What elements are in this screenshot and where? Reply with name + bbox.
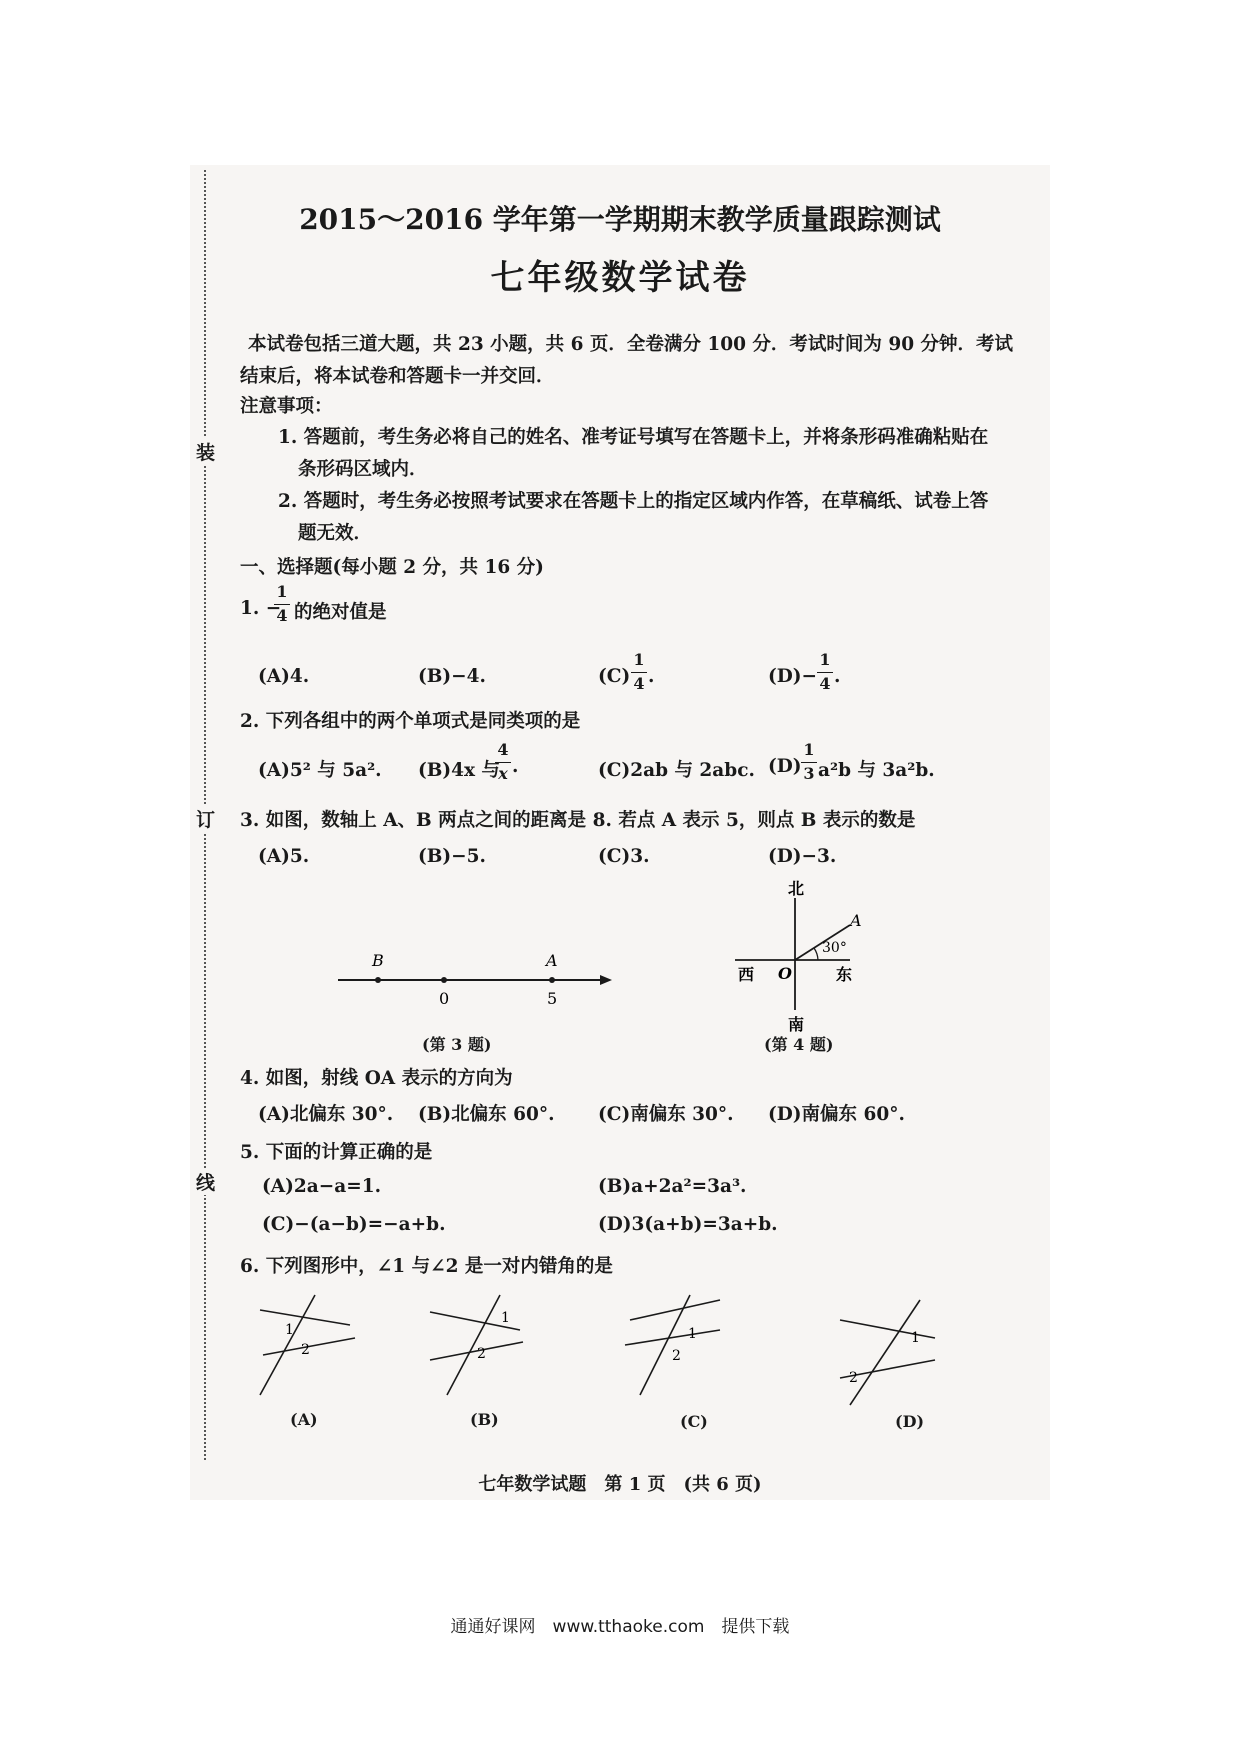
q3-option-d: (D)−3. bbox=[768, 846, 837, 867]
angle-2-label: 2 bbox=[672, 1348, 681, 1364]
label-a: A bbox=[546, 951, 558, 970]
angle-arc bbox=[814, 948, 818, 960]
angle-1-label: 1 bbox=[501, 1310, 510, 1326]
q1-option-d-den: 4 bbox=[819, 674, 831, 693]
label-zero: 0 bbox=[439, 989, 450, 1008]
q1-option-c-prefix: (C) bbox=[598, 666, 631, 687]
q1-option-d-bar bbox=[817, 672, 833, 673]
q2-option-c: (C)2ab 与 2abc. bbox=[598, 760, 755, 781]
figure-4-caption: (第 4 题) bbox=[764, 1035, 834, 1054]
question-1-frac-den: 4 bbox=[276, 606, 288, 625]
point-a bbox=[549, 977, 555, 983]
question-5-text: 5. 下面的计算正确的是 bbox=[240, 1142, 433, 1163]
exam-title: 2015～2016 学年第一学期期末教学质量跟踪测试 bbox=[299, 203, 941, 236]
binding-label-ding: 订 bbox=[196, 805, 215, 832]
q5-option-c: (C)−(a−b)=−a+b. bbox=[262, 1214, 446, 1235]
q6-label-b: (B) bbox=[470, 1410, 499, 1429]
q6-figure-b bbox=[425, 1290, 535, 1400]
question-4-text: 4. 如图，射线 OA 表示的方向为 bbox=[240, 1068, 513, 1089]
q2-option-b-suffix: . bbox=[512, 756, 519, 777]
transversal bbox=[447, 1295, 500, 1395]
q4-option-c: (C)南偏东 30°. bbox=[598, 1104, 734, 1125]
q2-option-b-den: x bbox=[498, 764, 508, 783]
exam-subtitle: 七年级数学试卷 bbox=[490, 258, 750, 298]
figure-3-number-line bbox=[330, 940, 620, 1030]
label-south: 南 bbox=[788, 1015, 805, 1034]
notice-title: 注意事项： bbox=[240, 396, 333, 417]
source-credit: 通通好课网 www.tthaoke.com 提供下载 bbox=[450, 1617, 790, 1637]
q1-option-d-num: 1 bbox=[819, 650, 831, 669]
q1-option-c-num: 1 bbox=[633, 650, 645, 669]
question-2-text: 2. 下列各组中的两个单项式是同类项的是 bbox=[240, 711, 581, 732]
point-b bbox=[375, 977, 381, 983]
q2-option-a: (A)5² 与 5a². bbox=[258, 760, 382, 781]
q5-option-b: (B)a+2a²=3a³. bbox=[598, 1176, 747, 1197]
label-angle: 30° bbox=[822, 940, 847, 956]
point-zero bbox=[441, 977, 447, 983]
q2-option-b-bar bbox=[495, 762, 511, 763]
q1-option-c-bar bbox=[631, 672, 647, 673]
label-ray-a: A bbox=[850, 911, 862, 930]
number-line-arrow bbox=[600, 975, 612, 985]
question-1-frac-num: 1 bbox=[276, 582, 288, 601]
line-upper bbox=[840, 1320, 935, 1338]
notice-1-line-2: 条形码区域内． bbox=[298, 459, 428, 480]
q5-option-d: (D)3(a+b)=3a+b. bbox=[598, 1214, 778, 1235]
line-upper bbox=[630, 1300, 720, 1320]
figure-3-caption: (第 3 题) bbox=[422, 1035, 492, 1054]
label-east: 东 bbox=[836, 965, 853, 984]
label-b: B bbox=[372, 951, 384, 970]
q4-option-a: (A)北偏东 30°. bbox=[258, 1104, 394, 1125]
q2-option-d-suffix: a²b 与 3a²b. bbox=[818, 760, 935, 781]
q2-option-b-prefix: (B)4x 与 bbox=[418, 760, 500, 781]
transversal bbox=[640, 1295, 690, 1395]
intro-line-1: 本试卷包括三道大题，共 23 小题，共 6 页．全卷满分 100 分．考试时间为 90 分钟．考试 bbox=[248, 334, 1014, 355]
label-five: 5 bbox=[547, 989, 558, 1008]
q4-option-b: (B)北偏东 60°. bbox=[418, 1104, 555, 1125]
section-1-title: 一、选择题(每小题 2 分，共 16 分) bbox=[240, 557, 544, 578]
question-6-text: 6. 下列图形中，∠1 与∠2 是一对内错角的是 bbox=[240, 1256, 613, 1277]
q6-figure-d bbox=[835, 1290, 945, 1410]
q4-option-d: (D)南偏东 60°. bbox=[768, 1104, 905, 1125]
q1-option-c-den: 4 bbox=[633, 674, 645, 693]
q5-option-a: (A)2a−a=1. bbox=[262, 1176, 382, 1197]
notice-2-line-1: 2. 答题时，考生务必按照考试要求在答题卡上的指定区域内作答，在草稿纸、试卷上答 bbox=[278, 491, 989, 512]
q1-option-b: (B)−4. bbox=[418, 666, 486, 687]
line-lower bbox=[625, 1330, 720, 1345]
transversal bbox=[850, 1300, 920, 1405]
q6-figure-a bbox=[255, 1290, 365, 1400]
q6-figure-c bbox=[620, 1290, 730, 1400]
q2-option-d-num: 1 bbox=[803, 740, 815, 759]
q6-label-c: (C) bbox=[680, 1412, 708, 1431]
notice-1-line-1: 1. 答题前，考生务必将自己的姓名、准考证号填写在答题卡上，并将条形码准确粘贴在 bbox=[278, 427, 989, 448]
q2-option-d-den: 3 bbox=[803, 764, 815, 783]
label-west: 西 bbox=[738, 965, 755, 984]
q6-label-d: (D) bbox=[895, 1412, 925, 1431]
angle-2-label: 2 bbox=[301, 1342, 310, 1358]
q3-option-c: (C)3. bbox=[598, 846, 650, 867]
angle-1-label: 1 bbox=[285, 1322, 294, 1338]
q1-option-d-prefix: (D)− bbox=[768, 666, 818, 687]
q1-option-d-suffix: . bbox=[834, 666, 841, 687]
intro-line-2: 结束后，将本试卷和答题卡一并交回． bbox=[240, 366, 555, 387]
q6-label-a: (A) bbox=[290, 1410, 318, 1429]
angle-1-label: 1 bbox=[688, 1326, 697, 1342]
angle-2-label: 2 bbox=[477, 1346, 486, 1362]
q3-option-a: (A)5. bbox=[258, 846, 310, 867]
binding-label-xian: 线 bbox=[196, 1168, 215, 1195]
label-origin: O bbox=[778, 964, 792, 983]
binding-label-zhuang: 装 bbox=[196, 438, 215, 465]
q2-option-d-bar bbox=[801, 762, 817, 763]
figure-4-compass bbox=[730, 880, 880, 1040]
question-3-text: 3. 如图，数轴上 A、B 两点之间的距离是 8. 若点 A 表示 5，则点 B 表示的数是 bbox=[240, 810, 916, 831]
angle-2-label: 2 bbox=[849, 1370, 858, 1386]
q2-option-d-prefix: (D) bbox=[768, 756, 802, 777]
q1-option-a: (A)4. bbox=[258, 666, 310, 687]
q3-option-b: (B)−5. bbox=[418, 846, 486, 867]
label-north: 北 bbox=[788, 880, 805, 898]
page-footer: 七年数学试题 第 1 页 (共 6 页) bbox=[478, 1474, 762, 1495]
notice-2-line-2: 题无效． bbox=[298, 523, 373, 544]
q2-option-b-num: 4 bbox=[497, 740, 509, 759]
question-1-prefix: 1. − bbox=[240, 598, 282, 619]
q1-option-c-suffix: . bbox=[648, 666, 655, 687]
question-1-frac-bar bbox=[274, 604, 290, 605]
question-1-text: 的绝对值是 bbox=[294, 602, 387, 623]
angle-1-label: 1 bbox=[911, 1330, 920, 1346]
